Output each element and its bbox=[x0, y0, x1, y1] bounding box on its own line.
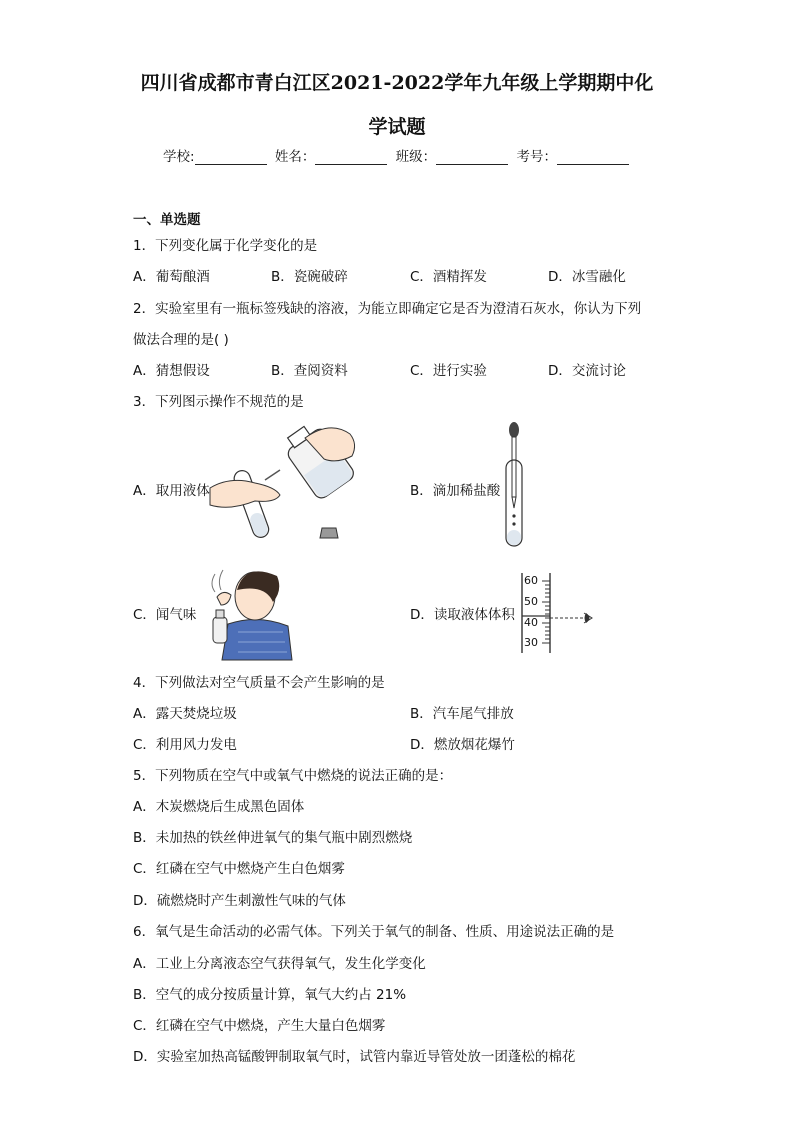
q1-option-a: A．葡萄酿酒 bbox=[133, 269, 210, 285]
q3-option-a: A．取用液体 bbox=[133, 483, 210, 499]
q1-option-c: C．酒精挥发 bbox=[410, 269, 487, 285]
q6-option-b: B．空气的成分按质量计算，氧气大约占 21% bbox=[133, 987, 407, 1003]
exam-number-blank bbox=[557, 150, 629, 165]
q2-option-a: A．猜想假设 bbox=[133, 363, 210, 379]
q3-option-d: D．读取液体体积 bbox=[410, 607, 515, 623]
exam-title-line2: 学试题 bbox=[368, 116, 426, 138]
q1-option-b: B．瓷碗破碎 bbox=[271, 269, 348, 285]
q6-option-c: C．红磷在空气中燃烧，产生大量白色烟雾 bbox=[133, 1018, 386, 1034]
cylinder-tick-60: 60 bbox=[524, 574, 538, 587]
cylinder-tick-40: 40 bbox=[524, 616, 538, 629]
question-5-stem: 5．下列物质在空气中或氧气中燃烧的说法正确的是： bbox=[133, 768, 453, 784]
q6-option-a: A．工业上分离液态空气获得氧气，发生化学变化 bbox=[133, 956, 426, 972]
q4-option-d: D．燃放烟花爆竹 bbox=[410, 737, 515, 753]
q3-option-c: C．闻气味 bbox=[133, 607, 197, 623]
q5-option-d: D．硫燃烧时产生刺激性气味的气体 bbox=[133, 893, 346, 909]
question-4-stem: 4．下列做法对空气质量不会产生影响的是 bbox=[133, 675, 385, 691]
name-blank bbox=[315, 150, 387, 165]
q1-option-d: D．冰雪融化 bbox=[548, 269, 626, 285]
q5-option-a: A．木炭燃烧后生成黑色固体 bbox=[133, 799, 305, 815]
q2-option-d: D．交流讨论 bbox=[548, 363, 626, 379]
q2-option-c: C．进行实验 bbox=[410, 363, 487, 379]
q4-option-a: A．露天焚烧垃圾 bbox=[133, 706, 237, 722]
question-6-stem: 6．氧气是生命活动的必需气体。下列关于氧气的制备、性质、用途说法正确的是 bbox=[133, 924, 615, 940]
question-2-stem-line1: 2．实验室里有一瓶标签残缺的溶液，为能立即确定它是否为澄清石灰水，你认为下列 bbox=[133, 301, 642, 317]
exam-number-label: 考号： bbox=[516, 149, 557, 165]
q4-option-c: C．利用风力发电 bbox=[133, 737, 237, 753]
q4-option-b: B．汽车尾气排放 bbox=[410, 706, 514, 722]
pour-liquid-illustration bbox=[210, 418, 360, 548]
q5-option-c: C．红磷在空气中燃烧产生白色烟雾 bbox=[133, 861, 345, 877]
cylinder-tick-30: 30 bbox=[524, 636, 538, 649]
question-3-stem: 3．下列图示操作不规范的是 bbox=[133, 394, 304, 410]
q5-option-b: B．未加热的铁丝伸进氧气的集气瓶中剧烈燃烧 bbox=[133, 830, 413, 846]
q3-option-b: B．滴加稀盐酸 bbox=[410, 483, 501, 499]
dropper-illustration bbox=[498, 420, 530, 550]
smell-gas-illustration bbox=[203, 562, 295, 660]
school-blank bbox=[195, 150, 267, 165]
section-heading: 一、单选题 bbox=[133, 212, 201, 228]
cylinder-tick-50: 50 bbox=[524, 595, 538, 608]
q6-option-d: D．实验室加热高锰酸钾制取氧气时，试管内靠近导管处放一团蓬松的棉花 bbox=[133, 1049, 576, 1065]
exam-title-line1: 四川省成都市青白江区2021-2022学年九年级上学期期中化 bbox=[140, 72, 654, 94]
q2-option-b: B．查阅资料 bbox=[271, 363, 348, 379]
student-info-fields bbox=[163, 145, 633, 165]
class-blank bbox=[436, 150, 508, 165]
name-label: 姓名： bbox=[274, 149, 316, 165]
question-2-stem-line2: 做法合理的是( ) bbox=[133, 332, 229, 348]
class-label: 班级： bbox=[395, 149, 437, 165]
school-label: 学校: bbox=[163, 149, 195, 165]
question-1-stem: 1．下列变化属于化学变化的是 bbox=[133, 238, 318, 254]
